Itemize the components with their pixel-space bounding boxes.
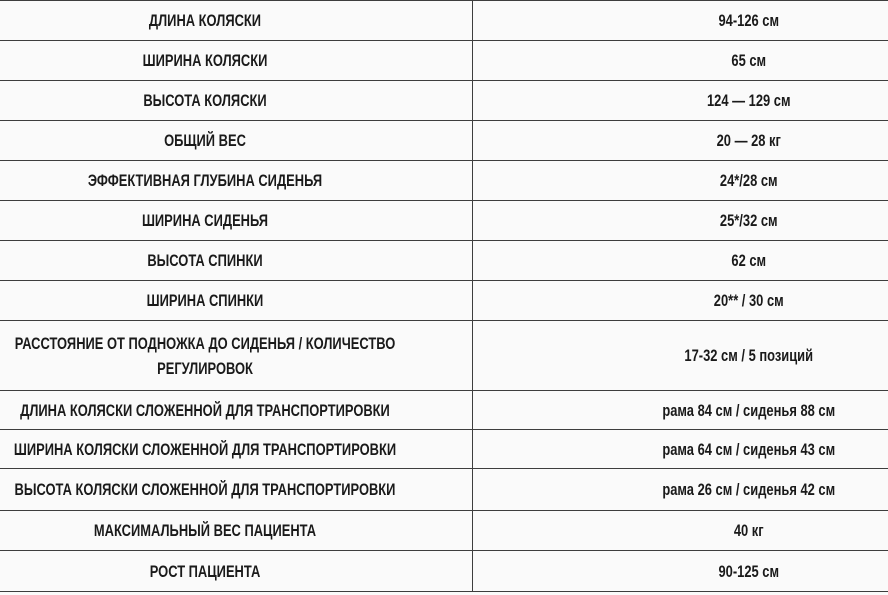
param-cell bbox=[0, 1, 472, 41]
value-cell bbox=[472, 201, 888, 241]
value-cell bbox=[472, 41, 888, 81]
param-label: ЭФФЕКТИВНАЯ ГЛУБИНА СИДЕНЬЯ bbox=[87, 171, 323, 190]
param-cell bbox=[0, 511, 472, 551]
param-label: ШИРИНА КОЛЯСКИ СЛОЖЕННОЙ ДЛЯ ТРАНСПОРТИРОВКИ bbox=[13, 439, 397, 459]
value-cell bbox=[472, 469, 888, 511]
param-label: МАКСИМАЛЬНЫЙ ВЕС ПАЦИЕНТА bbox=[93, 521, 317, 540]
param-cell bbox=[0, 241, 472, 281]
value-cell bbox=[472, 161, 888, 201]
param-cell bbox=[0, 430, 472, 469]
table-row bbox=[0, 41, 888, 81]
table-row bbox=[0, 1, 888, 41]
value-label: 65 см bbox=[730, 51, 766, 70]
param-label: ВЫСОТА СПИНКИ bbox=[147, 251, 263, 270]
table-row bbox=[0, 551, 888, 592]
table-row bbox=[0, 161, 888, 201]
param-label: ШИРИНА СИДЕНЬЯ bbox=[141, 211, 269, 230]
value-label: 90-125 см bbox=[717, 561, 779, 581]
table-row bbox=[0, 469, 888, 511]
param-cell bbox=[0, 469, 472, 511]
table-row bbox=[0, 201, 888, 241]
param-cell bbox=[0, 551, 472, 592]
table-row bbox=[0, 241, 888, 281]
value-label: 17-32 см / 5 позиций bbox=[683, 346, 813, 365]
value-label: 20 — 28 кг bbox=[716, 131, 781, 150]
param-label: РОСТ ПАЦИЕНТА bbox=[149, 561, 261, 581]
value-cell bbox=[472, 391, 888, 430]
value-cell bbox=[472, 121, 888, 161]
param-label: ВЫСОТА КОЛЯСКИ СЛОЖЕННОЙ ДЛЯ ТРАНСПОРТИРОВКИ bbox=[14, 480, 396, 499]
value-cell bbox=[472, 281, 888, 321]
param-label: ВЫСОТА КОЛЯСКИ bbox=[143, 91, 267, 110]
param-label: РАССТОЯНИЕ ОТ ПОДНОЖКА ДО СИДЕНЬЯ / КОЛИЧЕСТВО РЕГУЛИРОВОК bbox=[14, 333, 396, 378]
value-label: 62 см bbox=[730, 251, 766, 270]
value-label: рама 84 см / сиденья 88 см bbox=[661, 400, 835, 420]
table-row bbox=[0, 281, 888, 321]
param-cell bbox=[0, 391, 472, 430]
table-row bbox=[0, 121, 888, 161]
param-cell bbox=[0, 41, 472, 81]
table-row bbox=[0, 430, 888, 469]
param-cell bbox=[0, 81, 472, 121]
param-cell bbox=[0, 161, 472, 201]
value-cell bbox=[472, 241, 888, 281]
param-cell bbox=[0, 201, 472, 241]
param-cell bbox=[0, 281, 472, 321]
value-label: 25*/32 см bbox=[719, 211, 778, 230]
param-label: ОБЩИЙ ВЕС bbox=[164, 131, 246, 150]
table-row bbox=[0, 321, 888, 391]
value-label: 94-126 см bbox=[717, 11, 779, 30]
param-label: ДЛИНА КОЛЯСКИ СЛОЖЕННОЙ ДЛЯ ТРАНСПОРТИРОВКИ bbox=[20, 400, 390, 420]
value-label: 40 кг bbox=[733, 521, 764, 540]
value-cell bbox=[472, 430, 888, 469]
spec-table-body bbox=[0, 1, 888, 592]
value-cell bbox=[472, 81, 888, 121]
value-label: 24*/28 см bbox=[719, 171, 778, 190]
value-cell bbox=[472, 511, 888, 551]
table-row bbox=[0, 391, 888, 430]
value-cell bbox=[472, 321, 888, 391]
value-cell bbox=[472, 551, 888, 592]
table-row bbox=[0, 81, 888, 121]
param-label: ШИРИНА КОЛЯСКИ bbox=[142, 51, 268, 70]
value-label: 20** / 30 см bbox=[713, 291, 784, 310]
param-cell bbox=[0, 121, 472, 161]
value-label: 124 — 129 см bbox=[706, 91, 791, 110]
value-cell bbox=[472, 1, 888, 41]
param-label: ШИРИНА СПИНКИ bbox=[146, 291, 264, 310]
param-cell bbox=[0, 321, 472, 391]
table-row bbox=[0, 511, 888, 551]
param-label: ДЛИНА КОЛЯСКИ bbox=[148, 11, 262, 30]
value-label: рама 64 см / сиденья 43 см bbox=[661, 439, 835, 459]
value-label: рама 26 см / сиденья 42 см bbox=[661, 480, 835, 499]
